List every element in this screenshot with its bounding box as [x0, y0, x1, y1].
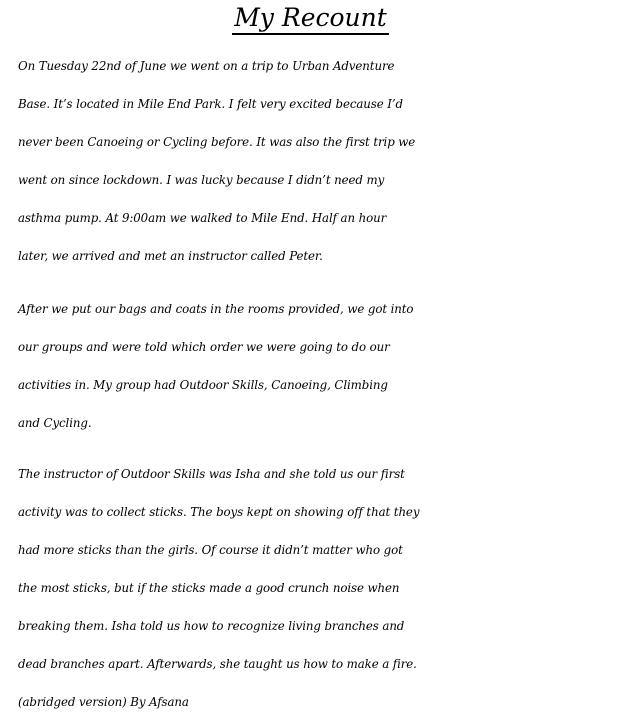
text-line: Base. It’s located in Mile End Park. I felt very excited because I’d — [18, 97, 403, 111]
text-line: After we put our bags and coats in the rooms provided, we got into — [18, 302, 414, 316]
text-line: later, we arrived and met an instructor called Peter. — [18, 249, 323, 263]
text-line: activity was to collect sticks. The boys kept on showing off that they — [18, 505, 420, 519]
text-line: and Cycling. — [18, 416, 92, 430]
text-line: The instructor of Outdoor Skills was Isha and she told us our first — [18, 467, 405, 481]
text-line: breaking them. Isha told us how to recognize living branches and — [18, 619, 405, 633]
text-line: went on since lockdown. I was lucky because I didn’t need my — [18, 173, 385, 187]
paragraph-2 — [18, 290, 618, 442]
document-title — [0, 2, 621, 34]
text-line: never been Canoeing or Cycling before. It was also the first trip we — [18, 135, 416, 149]
text-line: activities in. My group had Outdoor Skills, Canoeing, Climbing — [18, 378, 388, 392]
text-line: our groups and were told which order we were going to do our — [18, 340, 390, 354]
document-title-text: My Recount — [232, 3, 389, 35]
paragraph-3 — [18, 455, 618, 721]
text-line: On Tuesday 22nd of June we went on a trip to Urban Adventure — [18, 59, 395, 73]
text-line: asthma pump. At 9:00am we walked to Mile End. Half an hour — [18, 211, 387, 225]
paragraph-1 — [18, 47, 618, 275]
text-line: dead branches apart. Afterwards, she taught us how to make a fire. — [18, 657, 417, 671]
text-line: had more sticks than the girls. Of course it didn’t matter who got — [18, 543, 403, 557]
author-line: (abridged version) By Afsana — [18, 695, 189, 709]
text-line: the most sticks, but if the sticks made a good crunch noise when — [18, 581, 400, 595]
